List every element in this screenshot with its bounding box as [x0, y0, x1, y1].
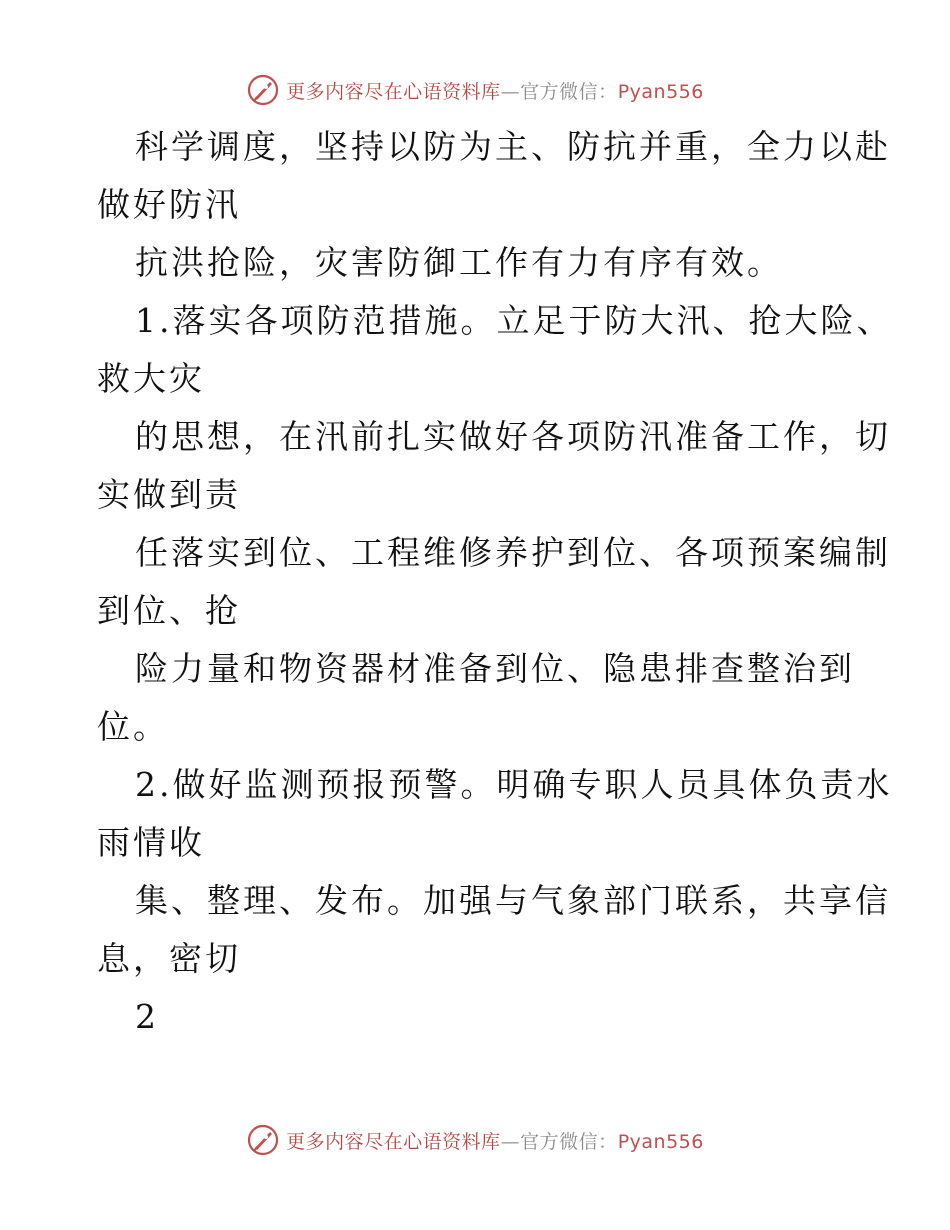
text-line: 2.做好监测预报预警。明确专职人员具体负责水: [135, 765, 893, 804]
footer-banner: [0, 1120, 950, 1160]
text-line: 抗洪抢险，灾害防御工作有力有序有效。: [135, 243, 783, 282]
header-banner-text: [286, 77, 704, 104]
banner-wechat-label: 官方微信：: [520, 1130, 618, 1153]
banner-brand: 更多内容尽在心语资料库: [286, 80, 501, 103]
text-line: 做好防汛: [97, 185, 241, 224]
text-line: 救大灾: [97, 359, 205, 398]
document-body: [97, 118, 893, 1046]
quill-logo-icon: [246, 73, 280, 107]
text-line: 任落实到位、工程维修养护到位、各项预案编制: [135, 533, 891, 572]
text-line: 的思想，在汛前扎实做好各项防汛准备工作，切: [135, 417, 891, 456]
banner-brand: 更多内容尽在心语资料库: [286, 1130, 501, 1153]
text-line: 险力量和物资器材准备到位、隐患排查整治到: [135, 649, 855, 688]
banner-separator: —: [500, 80, 521, 103]
header-banner: [0, 70, 950, 110]
footer-banner-text: [286, 1127, 704, 1154]
text-line: 科学调度，坚持以防为主、防抗并重，全力以赴: [135, 127, 891, 166]
text-line: 实做到责: [97, 475, 241, 514]
text-line: 集、整理、发布。加强与气象部门联系，共享信: [135, 881, 891, 920]
banner-wechat-label: 官方微信：: [520, 80, 618, 103]
banner-separator: —: [500, 1130, 521, 1153]
banner-wechat-id: Pyan556: [617, 80, 704, 103]
quill-logo-icon: [246, 1123, 280, 1157]
text-line: 位。: [97, 707, 169, 746]
text-line: 1.落实各项防范措施。立足于防大汛、抢大险、: [135, 301, 893, 340]
text-line: 雨情收: [97, 823, 205, 862]
banner-wechat-id: Pyan556: [617, 1130, 704, 1153]
text-line: 2: [135, 997, 159, 1036]
text-line: 息，密切: [97, 939, 241, 978]
text-line: 到位、抢: [97, 591, 241, 630]
